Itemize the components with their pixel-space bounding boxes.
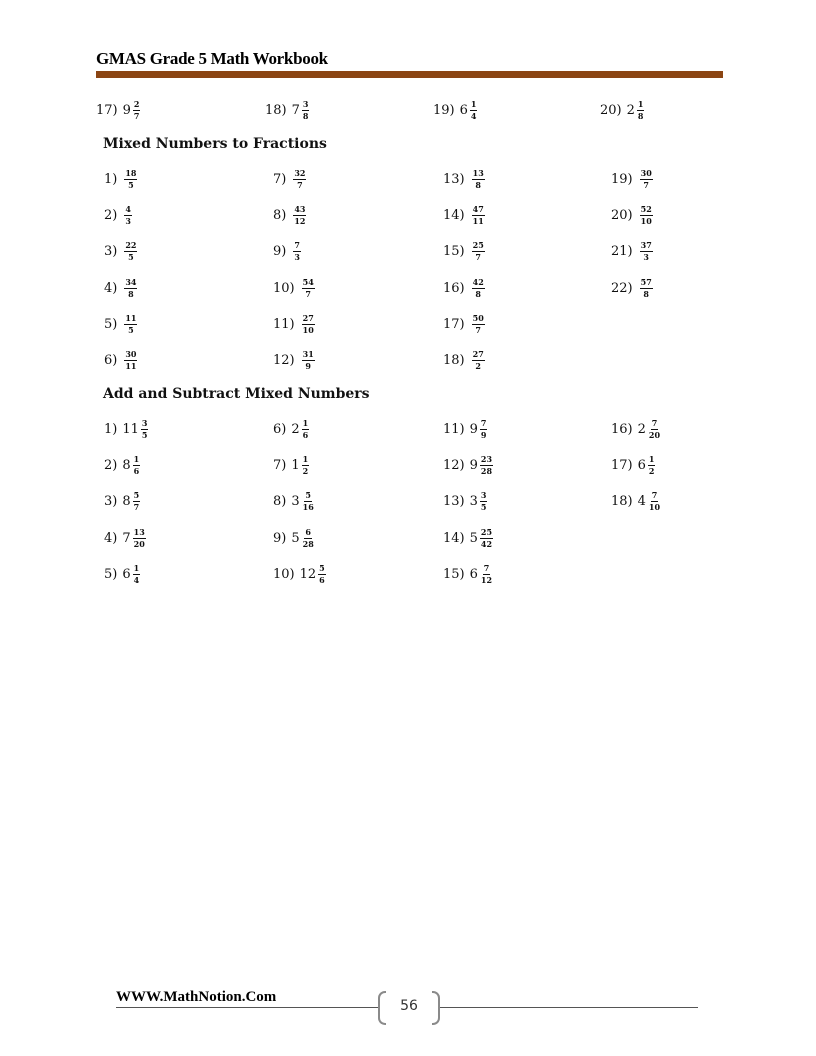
item-number: 15) <box>443 243 465 259</box>
answer-item <box>96 95 140 125</box>
answer-item <box>273 486 315 516</box>
item-number: 11) <box>443 421 465 437</box>
denominator: 12 <box>480 574 493 585</box>
fraction <box>302 314 315 335</box>
footer-line-left <box>116 1007 378 1008</box>
footer-url: WWW.MathNotion.Com <box>116 989 277 1005</box>
item-number: 17) <box>443 316 465 332</box>
numerator: 34 <box>125 276 137 287</box>
whole-number: 2 <box>637 421 646 437</box>
denominator: 28 <box>302 538 314 549</box>
numerator: 50 <box>472 312 484 323</box>
fraction <box>480 491 488 512</box>
answer-item <box>443 200 485 230</box>
denominator: 5 <box>141 429 148 440</box>
denominator: 11 <box>125 360 137 371</box>
item-number: 13) <box>443 171 465 187</box>
fraction <box>472 205 485 226</box>
fraction <box>480 419 488 440</box>
item-number: 9) <box>273 243 287 259</box>
answer-item <box>104 164 137 194</box>
denominator: 5 <box>128 251 134 262</box>
denominator: 20 <box>648 429 661 440</box>
item-number: 2) <box>104 457 118 473</box>
numerator: 5 <box>319 562 325 573</box>
denominator: 7 <box>305 288 311 299</box>
numerator: 3 <box>141 417 148 428</box>
numerator: 23 <box>480 453 493 464</box>
numerator: 7 <box>480 417 487 428</box>
answer-item <box>443 309 485 339</box>
numerator: 18 <box>125 167 137 178</box>
answer-item <box>611 164 653 194</box>
denominator: 7 <box>133 501 140 512</box>
answer-item <box>443 273 485 303</box>
fraction <box>133 564 141 585</box>
answer-item <box>611 414 661 444</box>
whole-number: 2 <box>291 421 300 437</box>
denominator: 8 <box>302 110 309 121</box>
denominator: 5 <box>128 179 134 190</box>
numerator: 1 <box>133 562 140 573</box>
whole-number: 8 <box>122 493 131 509</box>
item-number: 18) <box>611 493 633 509</box>
numerator: 11 <box>125 312 137 323</box>
answer-item <box>273 345 315 375</box>
fraction <box>480 564 493 585</box>
fraction <box>293 169 306 190</box>
denominator: 20 <box>133 538 145 549</box>
fraction <box>302 455 310 476</box>
item-number: 19) <box>433 102 455 118</box>
item-number: 6) <box>273 421 287 437</box>
numerator: 54 <box>302 276 314 287</box>
item-number: 10) <box>273 280 295 296</box>
fraction <box>472 241 485 262</box>
numerator: 3 <box>302 98 309 109</box>
fraction <box>640 169 653 190</box>
numerator: 25 <box>480 526 493 537</box>
numerator: 52 <box>640 203 652 214</box>
fraction <box>293 205 306 226</box>
answer-item <box>443 414 487 444</box>
numerator: 7 <box>651 489 658 500</box>
page-number-box <box>378 991 440 1023</box>
item-number: 12) <box>443 457 465 473</box>
fraction <box>133 491 141 512</box>
denominator: 5 <box>480 501 487 512</box>
denominator: 2 <box>302 465 309 476</box>
whole-number: 3 <box>291 493 300 509</box>
fraction <box>141 419 149 440</box>
item-number: 12) <box>273 352 295 368</box>
item-number: 20) <box>600 102 622 118</box>
denominator: 8 <box>475 288 481 299</box>
item-number: 2) <box>104 207 118 223</box>
fraction <box>640 241 653 262</box>
fraction <box>648 455 656 476</box>
numerator: 2 <box>133 98 140 109</box>
answer-item <box>104 309 137 339</box>
fraction <box>133 455 141 476</box>
numerator: 47 <box>472 203 484 214</box>
answer-item <box>104 414 148 444</box>
denominator: 10 <box>648 501 661 512</box>
answer-item <box>611 273 653 303</box>
numerator: 1 <box>302 453 309 464</box>
fraction <box>124 241 137 262</box>
fraction <box>133 528 146 549</box>
answer-item <box>443 486 487 516</box>
numerator: 42 <box>472 276 484 287</box>
fraction <box>124 350 137 371</box>
whole-number: 9 <box>469 421 478 437</box>
page-header-title: GMAS Grade 5 Math Workbook <box>96 49 328 68</box>
whole-number: 5 <box>291 530 300 546</box>
answer-item <box>611 200 653 230</box>
whole-number: 6 <box>637 457 646 473</box>
answer-item <box>104 486 140 516</box>
answer-item <box>104 273 137 303</box>
item-number: 3) <box>104 243 118 259</box>
whole-number: 6 <box>469 566 478 582</box>
whole-number: 3 <box>469 493 478 509</box>
fraction <box>302 419 310 440</box>
answer-item <box>104 345 137 375</box>
fraction <box>318 564 326 585</box>
denominator: 7 <box>297 179 303 190</box>
numerator: 30 <box>125 348 137 359</box>
denominator: 6 <box>302 429 309 440</box>
numerator: 6 <box>305 526 311 537</box>
denominator: 8 <box>643 288 649 299</box>
item-number: 6) <box>104 352 118 368</box>
fraction <box>124 314 137 335</box>
numerator: 27 <box>302 312 314 323</box>
answer-item <box>104 523 146 553</box>
fraction <box>648 419 661 440</box>
item-number: 7) <box>273 171 287 187</box>
answer-item <box>611 450 655 480</box>
answer-item <box>433 95 477 125</box>
fraction <box>124 278 137 299</box>
denominator: 6 <box>319 574 325 585</box>
answer-item <box>273 559 326 589</box>
item-number: 18) <box>265 102 287 118</box>
item-number: 15) <box>443 566 465 582</box>
numerator: 1 <box>648 453 655 464</box>
answer-item <box>265 95 309 125</box>
denominator: 7 <box>475 251 481 262</box>
denominator: 5 <box>128 324 134 335</box>
fraction <box>302 350 315 371</box>
fraction <box>124 205 132 226</box>
whole-number: 6 <box>459 102 468 118</box>
item-number: 5) <box>104 316 118 332</box>
answer-item <box>611 236 653 266</box>
item-number: 22) <box>611 280 633 296</box>
answer-item <box>600 95 644 125</box>
numerator: 4 <box>125 203 131 214</box>
denominator: 6 <box>133 465 140 476</box>
fraction <box>480 455 493 476</box>
item-number: 14) <box>443 530 465 546</box>
numerator: 13 <box>133 526 145 537</box>
denominator: 8 <box>128 288 134 299</box>
denominator: 8 <box>637 110 644 121</box>
item-number: 4) <box>104 530 118 546</box>
numerator: 1 <box>302 417 309 428</box>
section-title: Add and Subtract Mixed Numbers <box>103 386 370 402</box>
answer-item <box>104 200 132 230</box>
item-number: 16) <box>443 280 465 296</box>
whole-number: 7 <box>122 530 131 546</box>
whole-number: 6 <box>122 566 131 582</box>
item-number: 17) <box>96 102 118 118</box>
answer-item <box>443 523 493 553</box>
denominator: 42 <box>480 538 493 549</box>
answer-item <box>273 164 306 194</box>
numerator: 7 <box>651 417 658 428</box>
numerator: 1 <box>133 453 140 464</box>
denominator: 7 <box>643 179 649 190</box>
fraction <box>472 314 485 335</box>
page-number: 56 <box>400 998 418 1014</box>
whole-number: 12 <box>299 566 317 582</box>
fraction <box>480 528 493 549</box>
whole-number: 5 <box>469 530 478 546</box>
item-number: 21) <box>611 243 633 259</box>
item-number: 20) <box>611 207 633 223</box>
fraction <box>472 169 485 190</box>
header-rule <box>96 71 723 78</box>
item-number: 10) <box>273 566 295 582</box>
answer-item <box>104 559 140 589</box>
footer-line-right <box>440 1007 698 1008</box>
item-number: 1) <box>104 171 118 187</box>
fraction <box>470 100 478 121</box>
denominator: 10 <box>302 324 314 335</box>
numerator: 32 <box>294 167 306 178</box>
item-number: 18) <box>443 352 465 368</box>
fraction <box>472 278 485 299</box>
numerator: 5 <box>305 489 311 500</box>
answer-item <box>273 450 309 480</box>
answer-item <box>273 523 315 553</box>
fraction <box>302 278 315 299</box>
fraction <box>640 205 653 226</box>
whole-number: 7 <box>291 102 300 118</box>
numerator: 13 <box>472 167 484 178</box>
answer-item <box>104 236 137 266</box>
numerator: 3 <box>480 489 487 500</box>
answer-item <box>104 450 140 480</box>
item-number: 4) <box>104 280 118 296</box>
answer-item <box>443 345 485 375</box>
denominator: 9 <box>305 360 311 371</box>
whole-number: 9 <box>469 457 478 473</box>
answer-item <box>443 450 493 480</box>
item-number: 13) <box>443 493 465 509</box>
item-number: 1) <box>104 421 118 437</box>
item-number: 11) <box>273 316 295 332</box>
denominator: 10 <box>640 215 652 226</box>
whole-number: 11 <box>122 421 139 437</box>
fraction <box>302 491 315 512</box>
numerator: 37 <box>640 239 652 250</box>
numerator: 5 <box>133 489 140 500</box>
fraction <box>293 241 301 262</box>
answer-item <box>443 236 485 266</box>
numerator: 57 <box>640 276 652 287</box>
numerator: 30 <box>640 167 652 178</box>
denominator: 3 <box>294 251 300 262</box>
whole-number: 2 <box>626 102 635 118</box>
item-number: 7) <box>273 457 287 473</box>
section-title: Mixed Numbers to Fractions <box>103 136 327 152</box>
answer-item <box>273 309 315 339</box>
denominator: 16 <box>302 501 314 512</box>
numerator: 25 <box>472 239 484 250</box>
denominator: 7 <box>475 324 481 335</box>
denominator: 2 <box>475 360 481 371</box>
answer-item <box>443 559 493 589</box>
answer-item <box>273 273 315 303</box>
item-number: 16) <box>611 421 633 437</box>
item-number: 14) <box>443 207 465 223</box>
denominator: 8 <box>475 179 481 190</box>
numerator: 7 <box>294 239 300 250</box>
numerator: 7 <box>483 562 490 573</box>
item-number: 9) <box>273 530 287 546</box>
fraction <box>472 350 485 371</box>
denominator: 4 <box>133 574 140 585</box>
fraction <box>640 278 653 299</box>
denominator: 2 <box>648 465 655 476</box>
answer-item <box>443 164 485 194</box>
numerator: 27 <box>472 348 484 359</box>
item-number: 5) <box>104 566 118 582</box>
numerator: 22 <box>125 239 137 250</box>
whole-number: 1 <box>291 457 300 473</box>
whole-number: 9 <box>122 102 131 118</box>
item-number: 8) <box>273 493 287 509</box>
fraction <box>302 528 315 549</box>
fraction <box>133 100 141 121</box>
denominator: 4 <box>470 110 477 121</box>
denominator: 12 <box>294 215 306 226</box>
answer-item <box>611 486 661 516</box>
denominator: 11 <box>472 215 484 226</box>
numerator: 31 <box>302 348 314 359</box>
denominator: 7 <box>133 110 140 121</box>
numerator: 1 <box>637 98 644 109</box>
answer-item <box>273 200 306 230</box>
fraction <box>124 169 137 190</box>
fraction <box>637 100 645 121</box>
denominator: 3 <box>643 251 649 262</box>
denominator: 9 <box>480 429 487 440</box>
fraction <box>648 491 661 512</box>
item-number: 17) <box>611 457 633 473</box>
numerator: 1 <box>470 98 477 109</box>
denominator: 3 <box>125 215 131 226</box>
answer-item <box>273 414 309 444</box>
fraction <box>302 100 310 121</box>
item-number: 8) <box>273 207 287 223</box>
answer-item <box>273 236 301 266</box>
denominator: 28 <box>480 465 493 476</box>
item-number: 19) <box>611 171 633 187</box>
item-number: 3) <box>104 493 118 509</box>
numerator: 43 <box>294 203 306 214</box>
whole-number: 8 <box>122 457 131 473</box>
whole-number: 4 <box>637 493 646 509</box>
